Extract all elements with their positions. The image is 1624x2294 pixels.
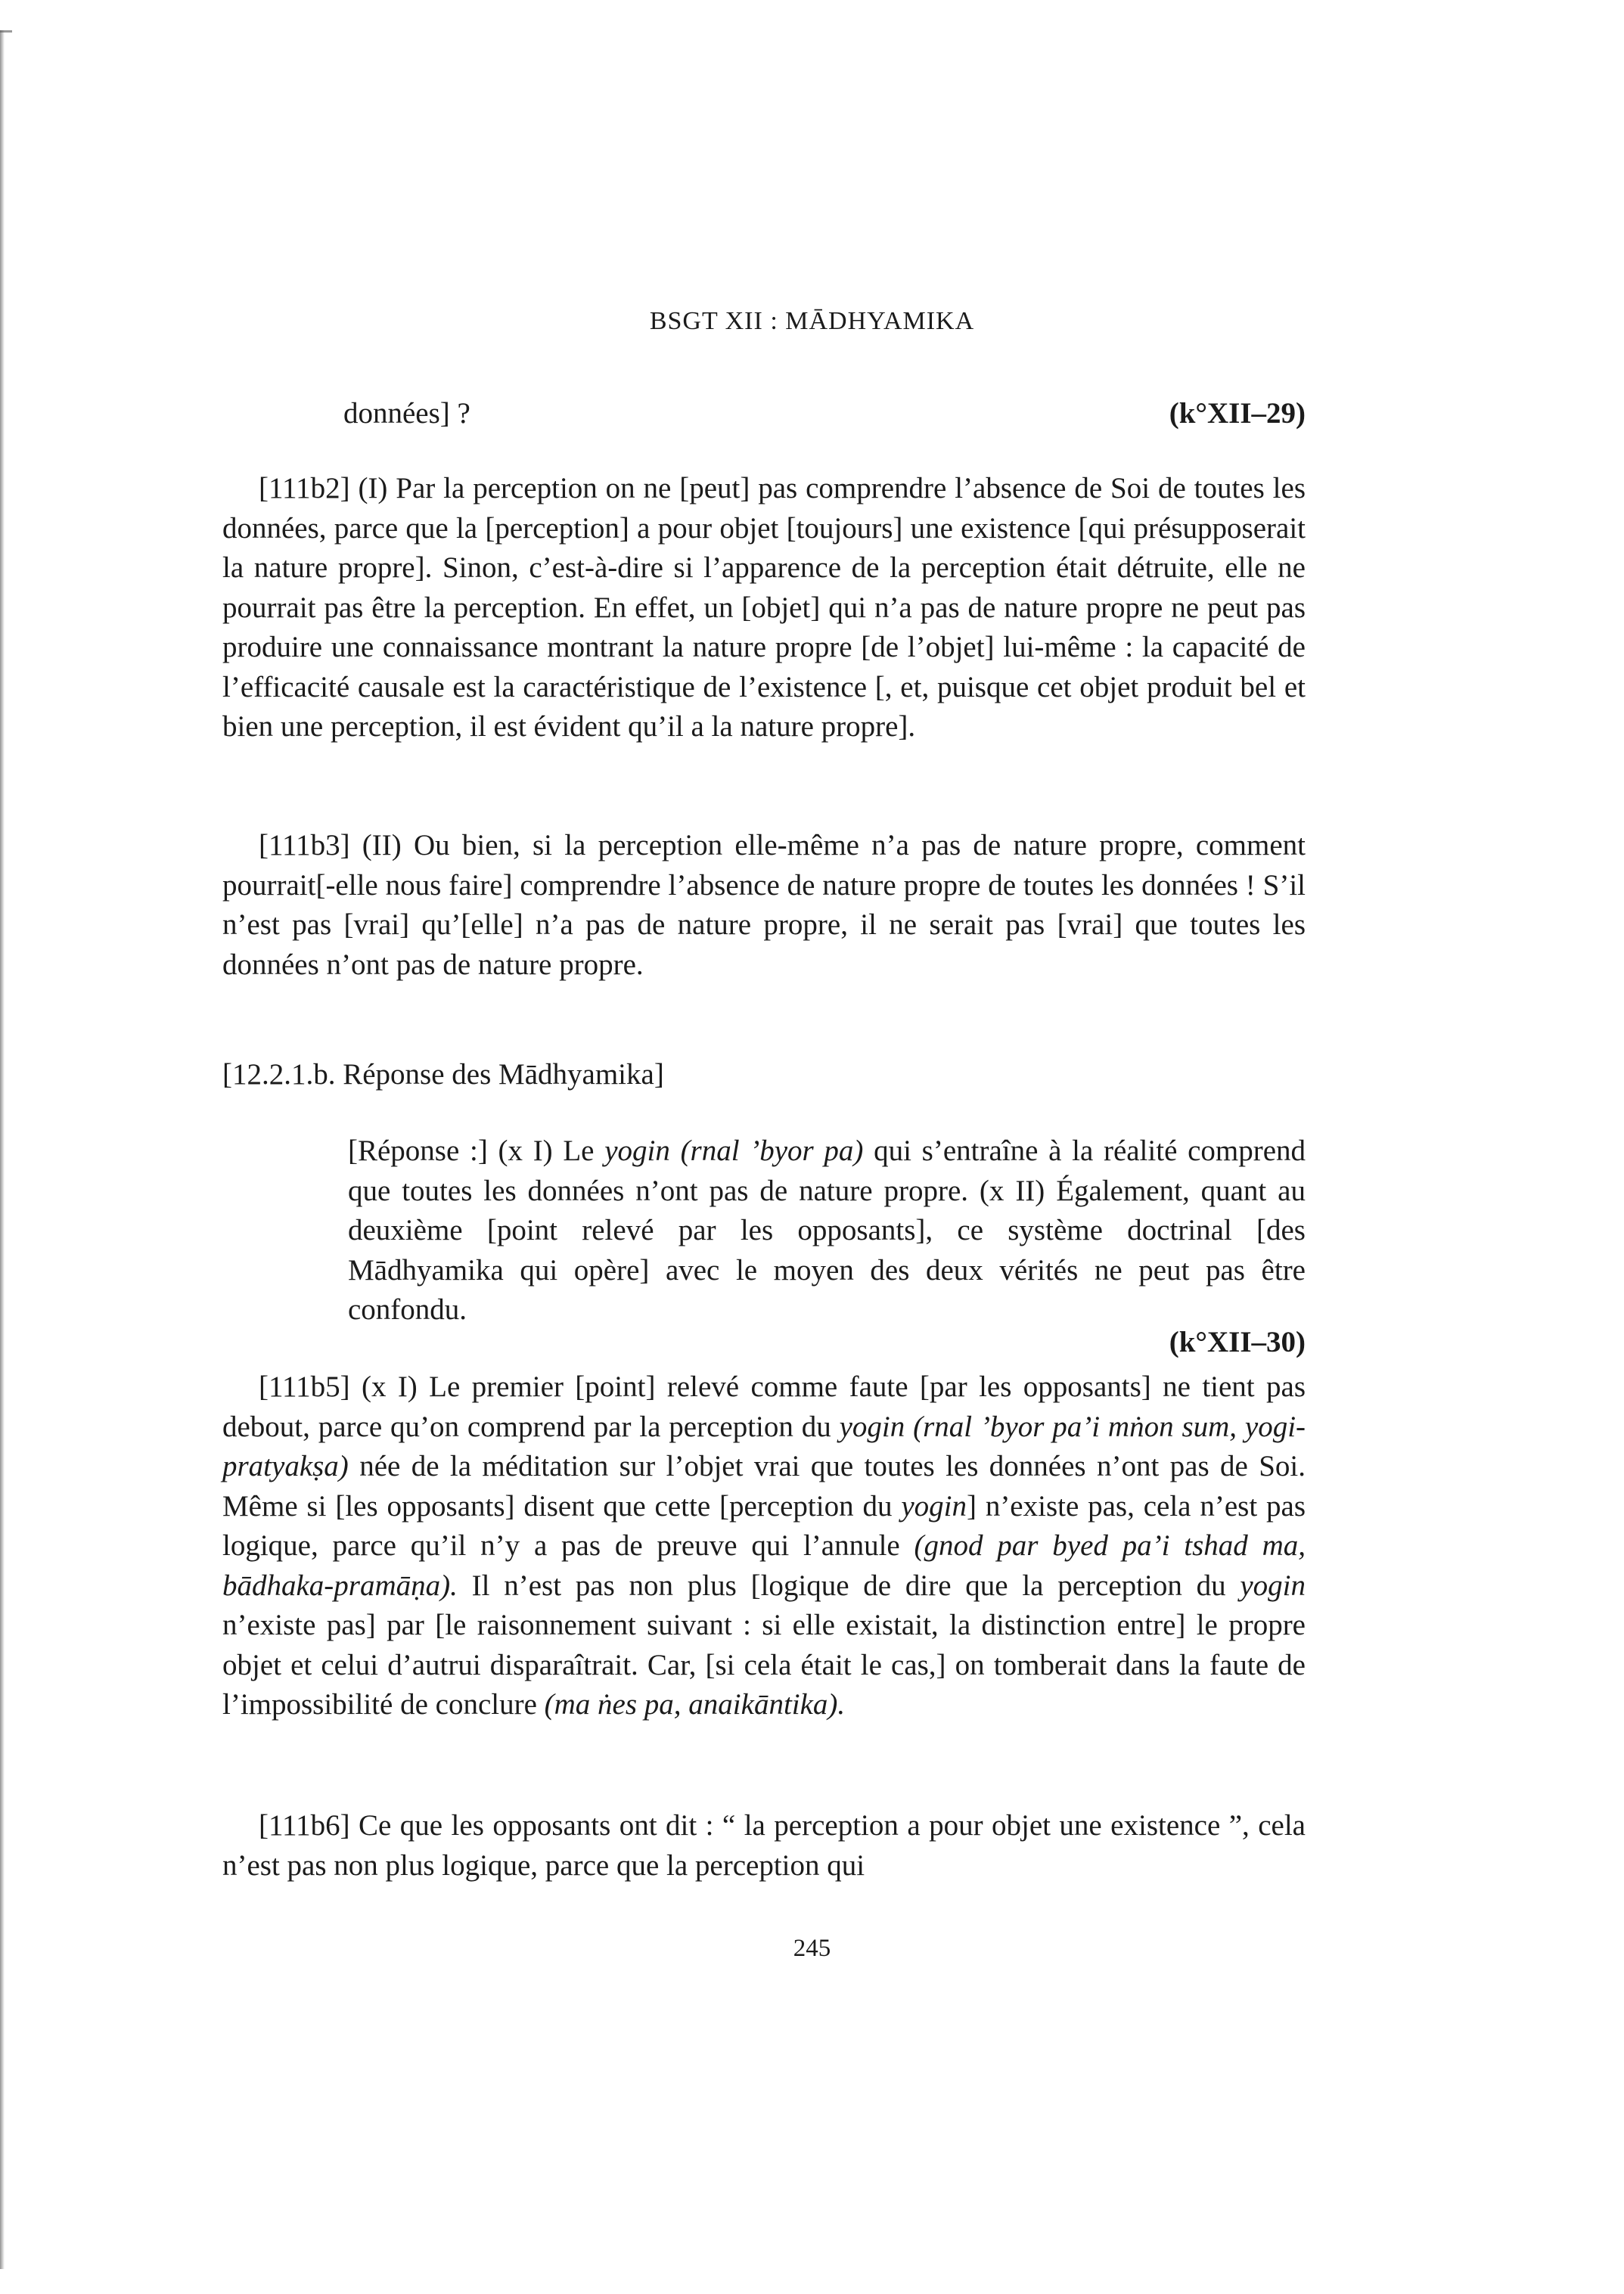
p111b5-part-e: n’existe pas] par [le raisonnement suivant : si elle existait, la distinction entre] le propre objet et celui d’autrui disparaîtrait. Car, [si cela était le cas,] on tomberait dans la faute de l’impossibilité de conclure xyxy=(222,1609,1306,1721)
page-number: 245 xyxy=(793,1935,831,1962)
response-yogin: yogin xyxy=(604,1135,670,1167)
p111b5-part-b: née de la méditation sur l’objet vrai que toutes les données n’ont pas de Soi. Même si [les opposants] disent que cette [perception du xyxy=(222,1450,1306,1523)
p111b5-italic-2: (rnal ’byor pa’i mṅon sum, yogi-pratyakṣa) xyxy=(222,1410,1306,1482)
kxii-29-reference: (k°XII–29) xyxy=(1169,397,1306,430)
response-tibetan: (rnal ’byor pa) xyxy=(680,1135,864,1167)
p111b5-italic-3: yogin xyxy=(901,1489,967,1523)
p111b5-part-c: ] n’existe pas, cela n’est pas logique, parce qu’il n’y a pas de preuve qui l’annule xyxy=(222,1489,1306,1562)
scan-edge-mark xyxy=(0,30,12,33)
response-block xyxy=(348,1131,1306,1330)
section-heading: [12.2.1.b. Réponse des Mādhyamika] xyxy=(222,1058,664,1091)
p111b5-part-a: [111b5] (x I) Le premier [point] relevé comme faute [par les opposants] ne tient pas debout, parce qu’on comprend par la perception du xyxy=(222,1371,1306,1443)
continuation-line xyxy=(222,396,1306,430)
response-lead: [Réponse :] (x I) Le xyxy=(348,1135,595,1167)
scan-edge xyxy=(0,30,5,2269)
response-rest: qui s’entraîne à la réalité comprend que toutes les données n’ont pas de nature propre. (x II) Également, quant au deuxième [point relevé par les opposants], ce système doctrinal [des Mādhyamika qui opère] avec le moyen des deux vérités ne peut pas être confondu. xyxy=(348,1135,1306,1326)
running-head: BSGT XII : MĀDHYAMIKA xyxy=(649,307,975,335)
paragraph-111b2: [111b2] (I) Par la perception on ne [peut] pas comprendre l’absence de Soi de toutes les données, parce que la [perception] a pour objet [toujours] une existence [qui présupposerait la nature propre]. Sinon, c’est-à-dire si l’apparence de la perception était détruite, elle ne pourrait pas être la perception. En effet, un [objet] qui n’a pas de nature propre ne peut pas produire une connaissance montrant la nature propre [de l’objet] lui-même : la capacité de l’efficacité causale est la caractéristique de l’existence [, et, puisque cet objet produit bel et bien une perception, il est évident qu’il a la nature propre]. xyxy=(222,472,1306,743)
p111b5-italic-4: (gnod par byed pa’i tshad ma, bādhaka-pramāṇa). xyxy=(222,1529,1306,1602)
p111b5-italic-6: (ma ṅes pa, anaikāntika). xyxy=(544,1688,846,1721)
p111b5-italic-5: yogin xyxy=(1240,1569,1306,1602)
paragraph-111b6: [111b6] Ce que les opposants ont dit : “ la perception a pour objet une existence ”, cela n’est pas non plus logique, parce que la perception qui xyxy=(222,1809,1306,1882)
kxii-30-reference: (k°XII–30) xyxy=(1169,1326,1306,1358)
p111b5-part-d: Il n’est pas non plus [logique de dire que la perception du xyxy=(471,1569,1226,1602)
p111b5-italic-1: yogin xyxy=(839,1410,905,1443)
paragraph-111b5 xyxy=(222,1367,1306,1725)
paragraph-111b3: [111b3] (II) Ou bien, si la perception elle-même n’a pas de nature propre, comment pourrait[-elle nous faire] comprendre l’absence de nature propre de toutes les données ! S’il n’est pas [vrai] qu’[elle] n’a pas de nature propre, il ne serait pas [vrai] que toutes les données n’ont pas de nature propre. xyxy=(222,829,1306,981)
continuation-text: données] ? xyxy=(343,397,470,430)
